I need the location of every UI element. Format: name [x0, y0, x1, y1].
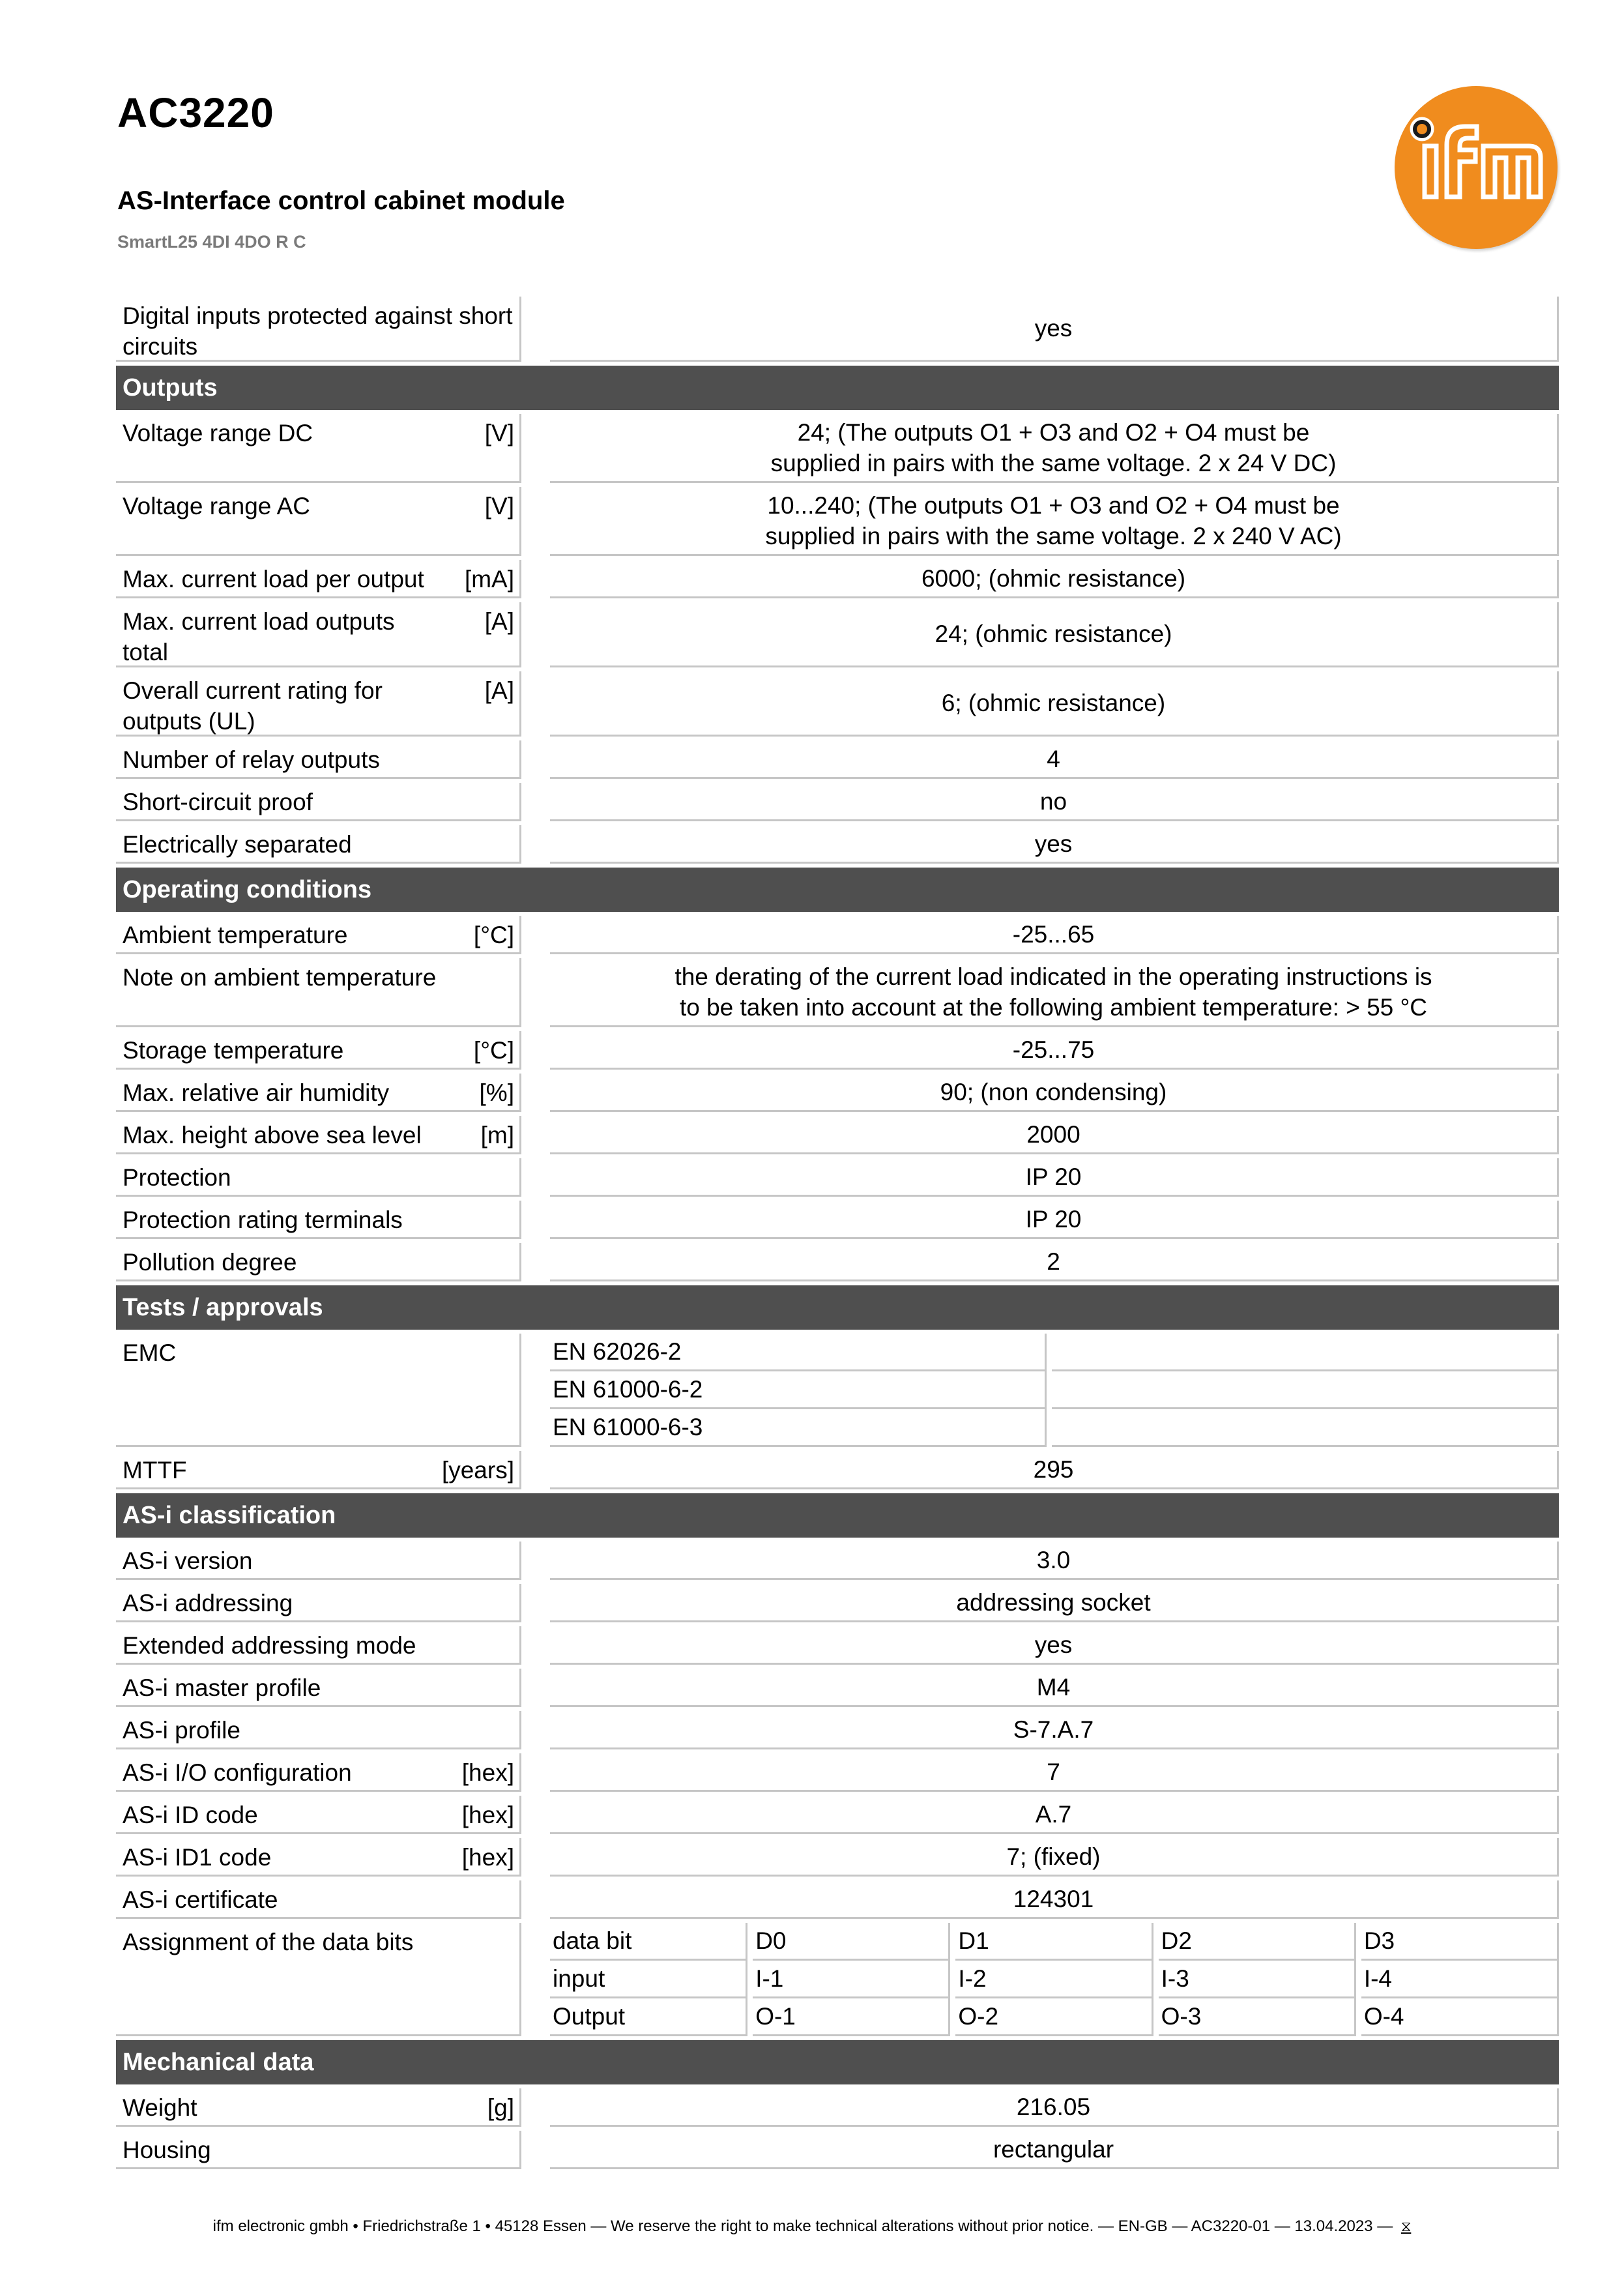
spec-value: 6; (ohmic resistance): [550, 671, 1559, 737]
product-variant: SmartL25 4DI 4DO R C: [117, 232, 306, 252]
spec-row: Note on ambient temperature the derating of the current load indicated in the operating instructions is to be taken into account at the following ambient temperature: > 55 °C: [116, 958, 1559, 1027]
hourglass-icon: ⧖: [1400, 2218, 1412, 2234]
spec-value: 295: [550, 1451, 1559, 1489]
spec-row: Electrically separated yes: [116, 825, 1559, 864]
spec-value: 90; (non condensing): [550, 1074, 1559, 1112]
spec-label: Digital inputs protected against short circuits: [116, 297, 521, 362]
spec-value: 124301: [550, 1880, 1559, 1919]
spec-value: yes: [550, 1626, 1559, 1665]
spec-value: 2000: [550, 1116, 1559, 1154]
spec-row: Voltage range DC [V] 24; (The outputs O1 + O3 and O2 + O4 must be supplied in pairs with the same voltage. 2 x 24 V DC): [116, 414, 1559, 483]
emc-standard: EN 61000-6-3: [550, 1409, 1047, 1447]
spec-value: 6000; (ohmic resistance): [550, 560, 1559, 598]
spec-value: yes: [550, 297, 1559, 362]
page-footer: [0, 2217, 1624, 2236]
spec-row: Protection IP 20: [116, 1158, 1559, 1197]
spec-row: Max. height above sea level [m] 2000: [116, 1116, 1559, 1154]
spec-row: Storage temperature [°C] -25...75: [116, 1031, 1559, 1070]
spec-value: IP 20: [550, 1201, 1559, 1239]
section-operating-conditions: Operating conditions: [116, 868, 1559, 912]
spec-row: Housing rectangular: [116, 2131, 1559, 2169]
spec-row: MTTF [years] 295: [116, 1451, 1559, 1489]
spec-row: AS-i version 3.0: [116, 1542, 1559, 1580]
spec-row: Voltage range AC [V] 10...240; (The outputs O1 + O3 and O2 + O4 must be supplied in pairs with the same voltage. 2 x 240 V AC): [116, 487, 1559, 556]
spec-row: Number of relay outputs 4: [116, 740, 1559, 779]
spec-value: 10...240; (The outputs O1 + O3 and O2 + O4 must be supplied in pairs with the same voltage. 2 x 240 V AC): [550, 487, 1559, 556]
product-subtitle: AS-Interface control cabinet module: [117, 186, 565, 215]
spec-value: IP 20: [550, 1158, 1559, 1197]
ifm-logo: [1395, 86, 1558, 249]
section-tests-approvals: Tests / approvals: [116, 1285, 1559, 1330]
spec-row: AS-i master profile M4: [116, 1669, 1559, 1707]
spec-value: M4: [550, 1669, 1559, 1707]
spec-value: yes: [550, 825, 1559, 864]
spec-value: S-7.A.7: [550, 1711, 1559, 1749]
spec-value: A.7: [550, 1796, 1559, 1834]
spec-row: Ambient temperature [°C] -25...65: [116, 916, 1559, 954]
spec-row: AS-i ID1 code [hex] 7; (fixed): [116, 1838, 1559, 1877]
spec-value: 24; (ohmic resistance): [550, 602, 1559, 667]
spec-table: [116, 297, 1559, 2173]
spec-value: 4: [550, 740, 1559, 779]
footer-text: ifm electronic gmbh • Friedrichstraße 1 • 45128 Essen — We reserve the right to make technical alterations without prior notice. — EN-GB — AC3220-01 — 13.04.2023 —: [212, 2217, 1393, 2235]
data-bits-table: data bit D0 D1 D2 D3 input I-1 I-2 I-3 I-4 Output O-1 O-2 O-3 O-4: [550, 1923, 1559, 2036]
spec-row: Max. current load per output [mA] 6000; (ohmic resistance): [116, 560, 1559, 598]
emc-standard: EN 61000-6-2: [550, 1371, 1047, 1409]
spec-row: Pollution degree 2: [116, 1243, 1559, 1281]
spec-row: Max. current load outputs total [A] 24; (ohmic resistance): [116, 602, 1559, 667]
spec-row: AS-i profile S-7.A.7: [116, 1711, 1559, 1749]
spec-row: AS-i I/O configuration [hex] 7: [116, 1753, 1559, 1792]
product-title: AC3220: [117, 89, 274, 136]
section-outputs: Outputs: [116, 366, 1559, 410]
spec-row: Max. relative air humidity [%] 90; (non condensing): [116, 1074, 1559, 1112]
spec-row: Protection rating terminals IP 20: [116, 1201, 1559, 1239]
spec-row-emc: EMC EN 62026-2 EN 61000-6-2 EN 61000-6-3: [116, 1334, 1559, 1447]
spec-row: AS-i certificate 124301: [116, 1880, 1559, 1919]
spec-value: 2: [550, 1243, 1559, 1281]
spec-row: Extended addressing mode yes: [116, 1626, 1559, 1665]
spec-value: -25...65: [550, 916, 1559, 954]
section-mechanical-data: Mechanical data: [116, 2040, 1559, 2084]
spec-row-data-bits: Assignment of the data bits data bit D0 D1 D2 D3 input I-1 I-2 I-3 I-4 Output O-1 O-2 O-3 O-4: [116, 1923, 1559, 2036]
spec-value: 7; (fixed): [550, 1838, 1559, 1877]
emc-list: [550, 1334, 1559, 1447]
spec-row: AS-i ID code [hex] A.7: [116, 1796, 1559, 1834]
spec-value: 216.05: [550, 2088, 1559, 2127]
spec-value: 24; (The outputs O1 + O3 and O2 + O4 must be supplied in pairs with the same voltage. 2 x 24 V DC): [550, 414, 1559, 483]
spec-row: [116, 297, 1559, 362]
spec-row: Weight [g] 216.05: [116, 2088, 1559, 2127]
emc-standard: EN 62026-2: [550, 1334, 1047, 1371]
spec-value: 3.0: [550, 1542, 1559, 1580]
spec-value: 7: [550, 1753, 1559, 1792]
spec-value: the derating of the current load indicated in the operating instructions is to be taken into account at the following ambient temperature: > 55 °C: [550, 958, 1559, 1027]
spec-value: no: [550, 783, 1559, 821]
spec-value: rectangular: [550, 2131, 1559, 2169]
spec-row: AS-i addressing addressing socket: [116, 1584, 1559, 1622]
section-asi-classification: AS-i classification: [116, 1493, 1559, 1538]
spec-row: Short-circuit proof no: [116, 783, 1559, 821]
spec-row: Overall current rating for outputs (UL) [A] 6; (ohmic resistance): [116, 671, 1559, 737]
spec-value: addressing socket: [550, 1584, 1559, 1622]
spec-value: -25...75: [550, 1031, 1559, 1070]
